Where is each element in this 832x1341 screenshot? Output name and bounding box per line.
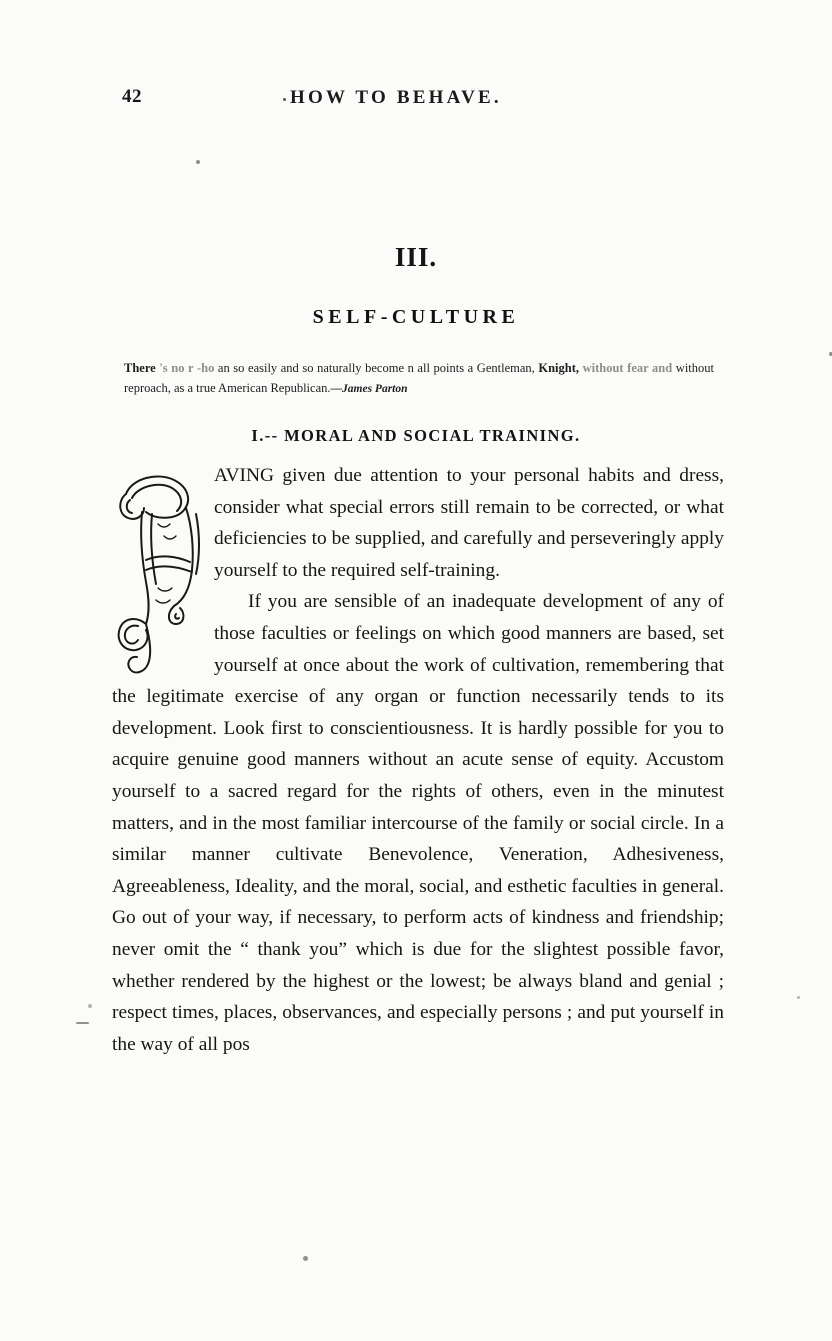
chapter-title: SELF-CULTURE — [312, 306, 520, 328]
body-text — [112, 460, 724, 1060]
epigraph-line1-start: There — [124, 361, 160, 375]
scan-mark — [76, 1022, 89, 1024]
epigraph-line1-end: n all points a Gentleman, — [404, 361, 535, 375]
body-paragraph-2: If you are sensible of an inadequate development of any of those faculties or feelings on which good manners are based, set yourself at once about the work of cultivation, remembering that the legitimate exercise of any organ or function necessarily tends to its development. Look first to conscientiousness. It is hardly possible for you to acquire genuine good manners without an acute sense of equity. Accustom yourself to a sacred regard for the rights of others, even in the minutest matters, and in the most familiar intercourse of the family or social circle. In a similar manner cultivate Benevolence, Veneration, Adhesiveness, Agreeableness, Ideality, and the moral, social, and esthetic faculties in general. Go out of your way, if necessary, to perform acts of kindness and friendship; never omit the “ thank you” which is due for the slightest possible favor, whether rendered by the highest or the lowest; be always bland and genial ; respect times, places, observances, and especially persons ; and put yourself in the way of all pos — [112, 591, 724, 1055]
scan-speck — [283, 98, 286, 101]
section-heading: I.-- MORAL AND SOCIAL TRAINING. — [251, 426, 581, 445]
epigraph-line2-start: Knight, — [538, 361, 583, 375]
epigraph-line1-mid: an so easily and so naturally become — [214, 361, 404, 375]
scan-speck — [196, 160, 200, 164]
epigraph — [124, 358, 714, 399]
dropcap-ornamental-letter-h — [112, 464, 208, 679]
epigraph-line1-faded: 's no r -ho — [159, 361, 215, 375]
epigraph-attribution: James Parton — [342, 383, 408, 395]
running-head-title: HOW TO BEHAVE. — [290, 87, 502, 108]
page-folio-number: 42 — [122, 86, 142, 107]
epigraph-dash: — — [330, 383, 343, 395]
running-head — [0, 86, 832, 116]
body-paragraph-1: AVING given due attention to your personal habits and dress, consider what special errors still remain to be corrected, or what deficiencies to be supplied, and carefully and perseveringly apply yourself to the required self-training. — [214, 465, 724, 581]
epigraph-line2-faded: without fear and — [582, 361, 673, 375]
scan-speck — [88, 1004, 92, 1008]
dropcap-icon — [112, 464, 208, 679]
epigraph-line2-end: without reproach, as a true American Republican. — [124, 361, 715, 395]
scan-speck — [303, 1256, 308, 1261]
scan-speck — [797, 996, 800, 999]
chapter-number: III. — [394, 242, 438, 272]
